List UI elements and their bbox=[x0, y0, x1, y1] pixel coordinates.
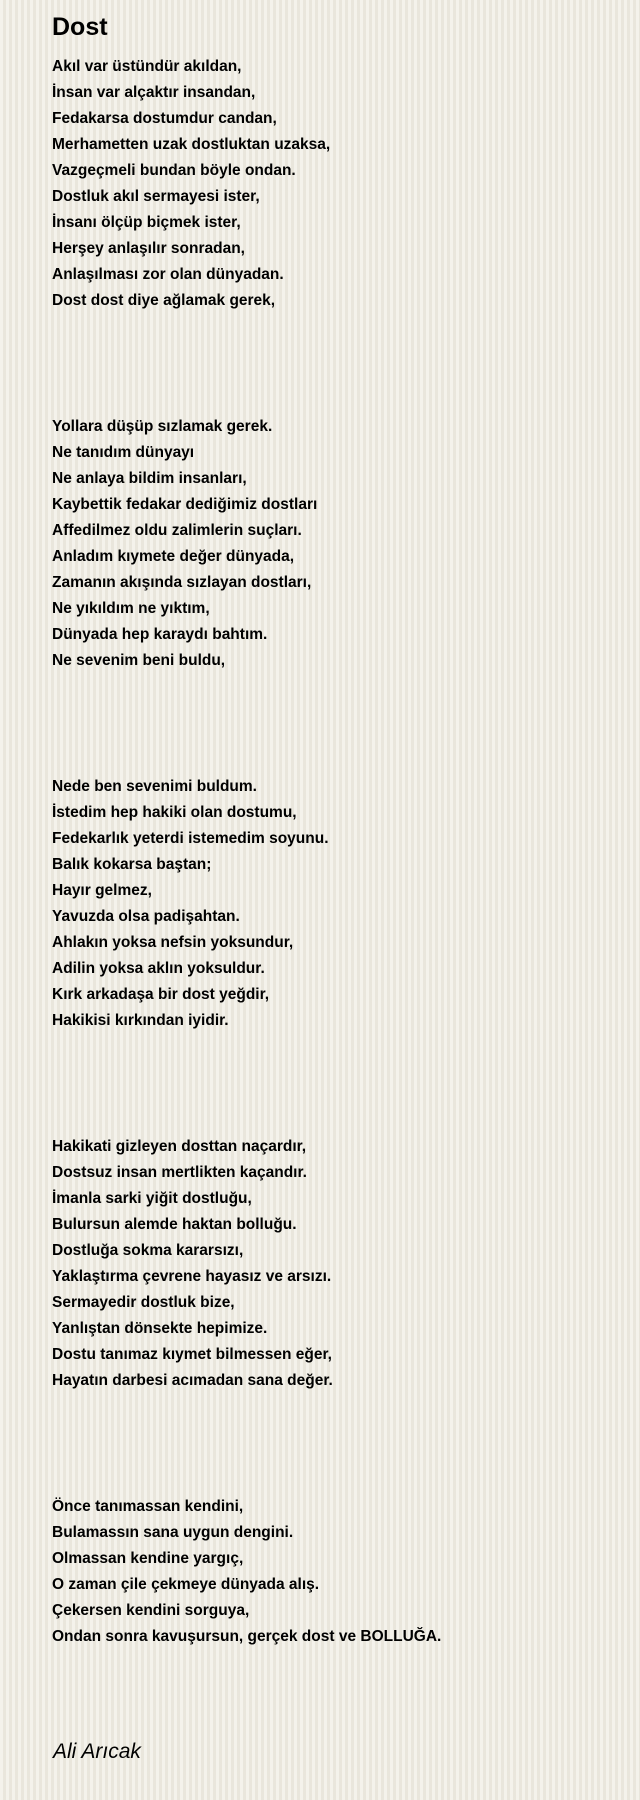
poem-line: Yanlıştan dönsekte hepimize. bbox=[52, 1320, 268, 1337]
poem-line: Dost dost diye ağlamak gerek, bbox=[52, 292, 276, 309]
poem-line: Anladım kıymete değer dünyada, bbox=[52, 548, 295, 565]
poem-line: Bulamassın sana uygun dengini. bbox=[52, 1524, 294, 1541]
poem-line: Hayatın darbesi acımadan sana değer. bbox=[52, 1372, 333, 1389]
poem-line: Kaybettik fedakar dediğimiz dostları bbox=[52, 496, 318, 513]
poem-line: Dostluk akıl sermayesi ister, bbox=[52, 188, 260, 205]
poem-line: Dünyada hep karaydı bahtım. bbox=[52, 626, 268, 643]
poem-line: Dostu tanımaz kıymet bilmessen eğer, bbox=[52, 1346, 332, 1363]
poem-stanza bbox=[52, 1494, 612, 1650]
poem-line: Ne tanıdım dünyayı bbox=[52, 444, 195, 461]
poem-line: Hayır gelmez, bbox=[52, 882, 152, 899]
poem-line: Akıl var üstündür akıldan, bbox=[52, 58, 242, 75]
poem-line: Adilin yoksa aklın yoksuldur. bbox=[52, 960, 265, 977]
poem-line: Önce tanımassan kendini, bbox=[52, 1498, 244, 1515]
poem-line: İmanla sarki yiğit dostluğu, bbox=[52, 1190, 252, 1207]
poem-line: İnsanı ölçüp biçmek ister, bbox=[52, 214, 241, 231]
poem-line: Hakikisi kırkından iyidir. bbox=[52, 1012, 229, 1029]
poem-stanza bbox=[52, 414, 612, 674]
poem-container bbox=[52, 8, 612, 1650]
poem-line: Kırk arkadaşa bir dost yeğdir, bbox=[52, 986, 270, 1003]
poem-stanza bbox=[52, 54, 612, 314]
poem-author: Ali Arıcak bbox=[53, 1740, 141, 1763]
poem-line: İnsan var alçaktır insandan, bbox=[52, 84, 256, 101]
poem-line: Yollara düşüp sızlamak gerek. bbox=[52, 418, 273, 435]
poem-stanza bbox=[52, 1134, 612, 1394]
poem-line: Affedilmez oldu zalimlerin suçları. bbox=[52, 522, 302, 539]
poem-line: Yavuzda olsa padişahtan. bbox=[52, 908, 240, 925]
poem-line: Dostsuz insan mertlikten kaçandır. bbox=[52, 1164, 307, 1181]
poem-line: Vazgeçmeli bundan böyle ondan. bbox=[52, 162, 296, 179]
poem-line: Hakikati gizleyen dosttan naçardır, bbox=[52, 1138, 307, 1155]
poem-line: Yaklaştırma çevrene hayasız ve arsızı. bbox=[52, 1268, 332, 1285]
poem-line: Zamanın akışında sızlayan dostları, bbox=[52, 574, 312, 591]
poem-line: Fedakarsa dostumdur candan, bbox=[52, 110, 277, 127]
poem-line: Dostluğa sokma kararsızı, bbox=[52, 1242, 244, 1259]
poem-line: Ahlakın yoksa nefsin yoksundur, bbox=[52, 934, 294, 951]
poem-line: Bulursun alemde haktan bolluğu. bbox=[52, 1216, 297, 1233]
poem-body bbox=[52, 54, 612, 1650]
poem-line: Olmassan kendine yargıç, bbox=[52, 1550, 244, 1567]
poem-line: Herşey anlaşılır sonradan, bbox=[52, 240, 245, 257]
poem-line: Balık kokarsa baştan; bbox=[52, 856, 212, 873]
poem-line: Çekersen kendini sorguya, bbox=[52, 1602, 250, 1619]
poem-line: Sermayedir dostluk bize, bbox=[52, 1294, 235, 1311]
poem-line: Fedekarlık yeterdi istemedim soyunu. bbox=[52, 830, 329, 847]
poem-stanza bbox=[52, 774, 612, 1034]
poem-line: Merhametten uzak dostluktan uzaksa, bbox=[52, 136, 331, 153]
poem-title: Dost bbox=[52, 13, 108, 41]
poem-line: Ne anlaya bildim insanları, bbox=[52, 470, 247, 487]
poem-line: Ne yıkıldım ne yıktım, bbox=[52, 600, 210, 617]
poem-line: İstedim hep hakiki olan dostumu, bbox=[52, 804, 297, 821]
poem-line: Nede ben sevenimi buldum. bbox=[52, 778, 257, 795]
poem-line: O zaman çile çekmeye dünyada alış. bbox=[52, 1576, 320, 1593]
poem-line: Anlaşılması zor olan dünyadan. bbox=[52, 266, 284, 283]
poem-line: Ne sevenim beni buldu, bbox=[52, 652, 226, 669]
poem-line: Ondan sonra kavuşursun, gerçek dost ve BOLLUĞA. bbox=[52, 1628, 442, 1645]
